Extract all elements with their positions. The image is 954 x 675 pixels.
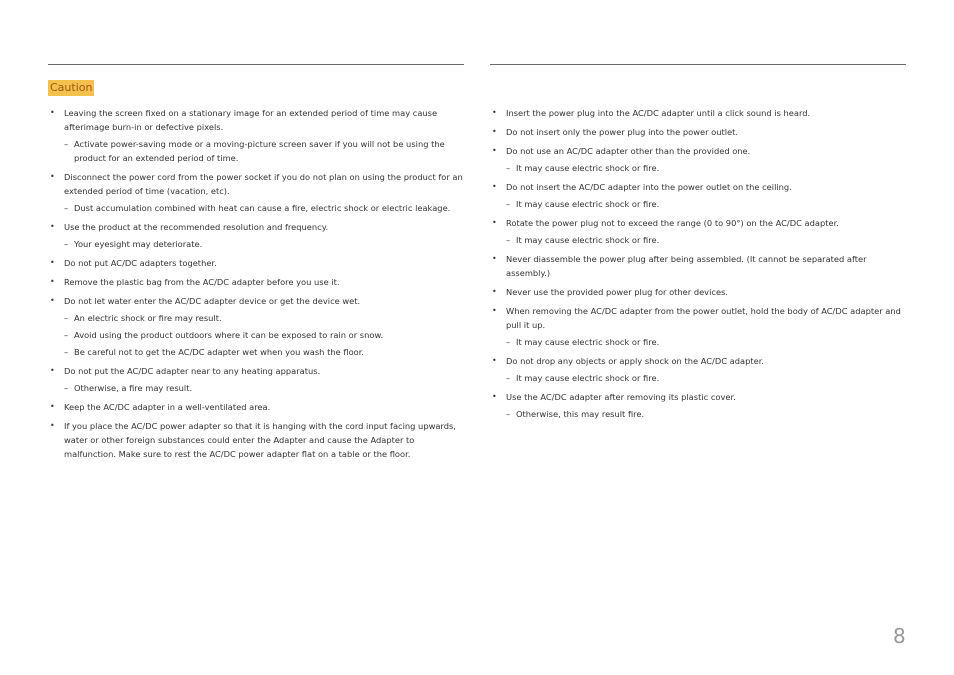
- dash-icon: –: [506, 163, 511, 173]
- sub-list-item: [506, 161, 908, 175]
- list-item: [490, 216, 908, 247]
- dash-icon: –: [506, 337, 511, 347]
- list-item: [48, 106, 464, 165]
- sub-list-item-text: Be careful not to get the AC/DC adapter wet when you wash the floor.: [74, 347, 365, 357]
- list-item-text: Do not put AC/DC adapters together.: [64, 258, 217, 268]
- list-item-text: When removing the AC/DC adapter from the power outlet, hold the body of AC/DC adapter and pull it up.: [506, 306, 901, 330]
- sub-list-item-text: It may cause electric shock or fire.: [516, 337, 660, 347]
- sub-list: [506, 335, 908, 349]
- dash-icon: –: [64, 139, 69, 149]
- list-item-text: Insert the power plug into the AC/DC adapter until a click sound is heard.: [506, 108, 811, 118]
- sub-list-item: [64, 201, 464, 215]
- list-item: [490, 252, 908, 280]
- list-item: [48, 419, 464, 461]
- list-item-text: Use the AC/DC adapter after removing its plastic cover.: [506, 392, 736, 402]
- bullet-icon: •: [50, 421, 55, 430]
- dash-icon: –: [506, 373, 511, 383]
- list-item-text: Use the product at the recommended resolution and frequency.: [64, 222, 329, 232]
- list-item: [490, 125, 908, 139]
- dash-icon: –: [64, 239, 69, 249]
- caution-heading: Caution: [50, 81, 93, 94]
- bullet-icon: •: [492, 392, 497, 401]
- sub-list-item: [506, 371, 908, 385]
- list-item: [48, 364, 464, 395]
- bullet-icon: •: [50, 366, 55, 375]
- left-column: [48, 106, 464, 466]
- list-item: [48, 170, 464, 215]
- dash-icon: –: [64, 203, 69, 213]
- bullet-icon: •: [492, 356, 497, 365]
- bullet-icon: •: [492, 182, 497, 191]
- sub-list: [506, 197, 908, 211]
- list-item-text: Never use the provided power plug for other devices.: [506, 287, 729, 297]
- bullet-icon: •: [50, 277, 55, 286]
- list-item: [48, 256, 464, 270]
- sub-list-item: [506, 407, 908, 421]
- list-item-text: Remove the plastic bag from the AC/DC adapter before you use it.: [64, 277, 340, 287]
- sub-list: [64, 237, 464, 251]
- sub-list-item: [64, 328, 464, 342]
- list-item: [490, 106, 908, 120]
- right-bullet-list: [490, 106, 908, 421]
- dash-icon: –: [64, 347, 69, 357]
- list-item-text: Leaving the screen fixed on a stationary image for an extended period of time may cause afterimage burn-in or defective pixels.: [64, 108, 438, 132]
- sub-list: [506, 161, 908, 175]
- list-item-text: If you place the AC/DC power adapter so that it is hanging with the cord input facing upwards, water or other foreign substances could enter the Adapter and cause the Adapter to malfunction. Make sure to rest the AC/DC power adapter flat on a table or the floor.: [64, 421, 456, 459]
- list-item: [48, 275, 464, 289]
- bullet-icon: •: [50, 402, 55, 411]
- dash-icon: –: [64, 383, 69, 393]
- bullet-icon: •: [50, 108, 55, 117]
- sub-list-item-text: Your eyesight may deteriorate.: [74, 239, 203, 249]
- bullet-icon: •: [492, 254, 497, 263]
- bullet-icon: •: [50, 258, 55, 267]
- list-item-text: Disconnect the power cord from the power socket if you do not plan on using the product for an extended period of time (vacation, etc).: [64, 172, 463, 196]
- sub-list-item-text: Otherwise, a fire may result.: [74, 383, 193, 393]
- sub-list-item-text: Activate power-saving mode or a moving-picture screen saver if you will not be using the product for an extended period of time.: [74, 139, 445, 163]
- list-item-text: Do not use an AC/DC adapter other than the provided one.: [506, 146, 751, 156]
- list-item-text: Do not let water enter the AC/DC adapter device or get the device wet.: [64, 296, 361, 306]
- sub-list-item-text: Otherwise, this may result fire.: [516, 409, 645, 419]
- sub-list-item: [64, 237, 464, 251]
- list-item: [48, 400, 464, 414]
- list-item-text: Do not insert only the power plug into the power outlet.: [506, 127, 739, 137]
- sub-list-item: [64, 311, 464, 325]
- bullet-icon: •: [492, 287, 497, 296]
- sub-list: [506, 233, 908, 247]
- list-item-text: Never diassemble the power plug after being assembled. (It cannot be separated after assembly.): [506, 254, 867, 278]
- sub-list-item: [506, 197, 908, 211]
- sub-list-item: [64, 345, 464, 359]
- sub-list: [64, 201, 464, 215]
- bullet-icon: •: [492, 127, 497, 136]
- right-column: [490, 106, 908, 426]
- dash-icon: –: [64, 313, 69, 323]
- dash-icon: –: [506, 235, 511, 245]
- sub-list-item-text: An electric shock or fire may result.: [74, 313, 222, 323]
- sub-list: [64, 137, 464, 165]
- dash-icon: –: [506, 409, 511, 419]
- list-item: [490, 144, 908, 175]
- sub-list-item-text: It may cause electric shock or fire.: [516, 235, 660, 245]
- sub-list-item-text: Avoid using the product outdoors where it can be exposed to rain or snow.: [74, 330, 384, 340]
- sub-list-item: [64, 137, 464, 165]
- list-item: [490, 354, 908, 385]
- bullet-icon: •: [492, 218, 497, 227]
- list-item-text: Keep the AC/DC adapter in a well-ventilated area.: [64, 402, 271, 412]
- sub-list: [64, 311, 464, 359]
- bullet-icon: •: [50, 296, 55, 305]
- bullet-icon: •: [50, 172, 55, 181]
- sub-list-item: [64, 381, 464, 395]
- list-item-text: Do not insert the AC/DC adapter into the power outlet on the ceiling.: [506, 182, 792, 192]
- dash-icon: –: [506, 199, 511, 209]
- top-rule-left: [48, 64, 464, 65]
- list-item: [48, 294, 464, 359]
- page-number: 8: [893, 624, 906, 648]
- sub-list-item-text: It may cause electric shock or fire.: [516, 373, 660, 383]
- list-item: [490, 180, 908, 211]
- sub-list-item: [506, 233, 908, 247]
- sub-list: [506, 407, 908, 421]
- bullet-icon: •: [492, 108, 497, 117]
- left-bullet-list: [48, 106, 464, 461]
- list-item: [490, 304, 908, 349]
- bullet-icon: •: [492, 306, 497, 315]
- list-item-text: Do not put the AC/DC adapter near to any heating apparatus.: [64, 366, 321, 376]
- sub-list-item: [506, 335, 908, 349]
- list-item-text: Rotate the power plug not to exceed the range (0 to 90°) on the AC/DC adapter.: [506, 218, 839, 228]
- bullet-icon: •: [50, 222, 55, 231]
- top-rule-right: [490, 64, 906, 65]
- bullet-icon: •: [492, 146, 497, 155]
- list-item-text: Do not drop any objects or apply shock on the AC/DC adapter.: [506, 356, 764, 366]
- list-item: [490, 285, 908, 299]
- sub-list-item-text: It may cause electric shock or fire.: [516, 199, 660, 209]
- list-item: [48, 220, 464, 251]
- sub-list: [506, 371, 908, 385]
- sub-list-item-text: It may cause electric shock or fire.: [516, 163, 660, 173]
- list-item: [490, 390, 908, 421]
- dash-icon: –: [64, 330, 69, 340]
- sub-list-item-text: Dust accumulation combined with heat can cause a fire, electric shock or electric leakage.: [74, 203, 451, 213]
- sub-list: [64, 381, 464, 395]
